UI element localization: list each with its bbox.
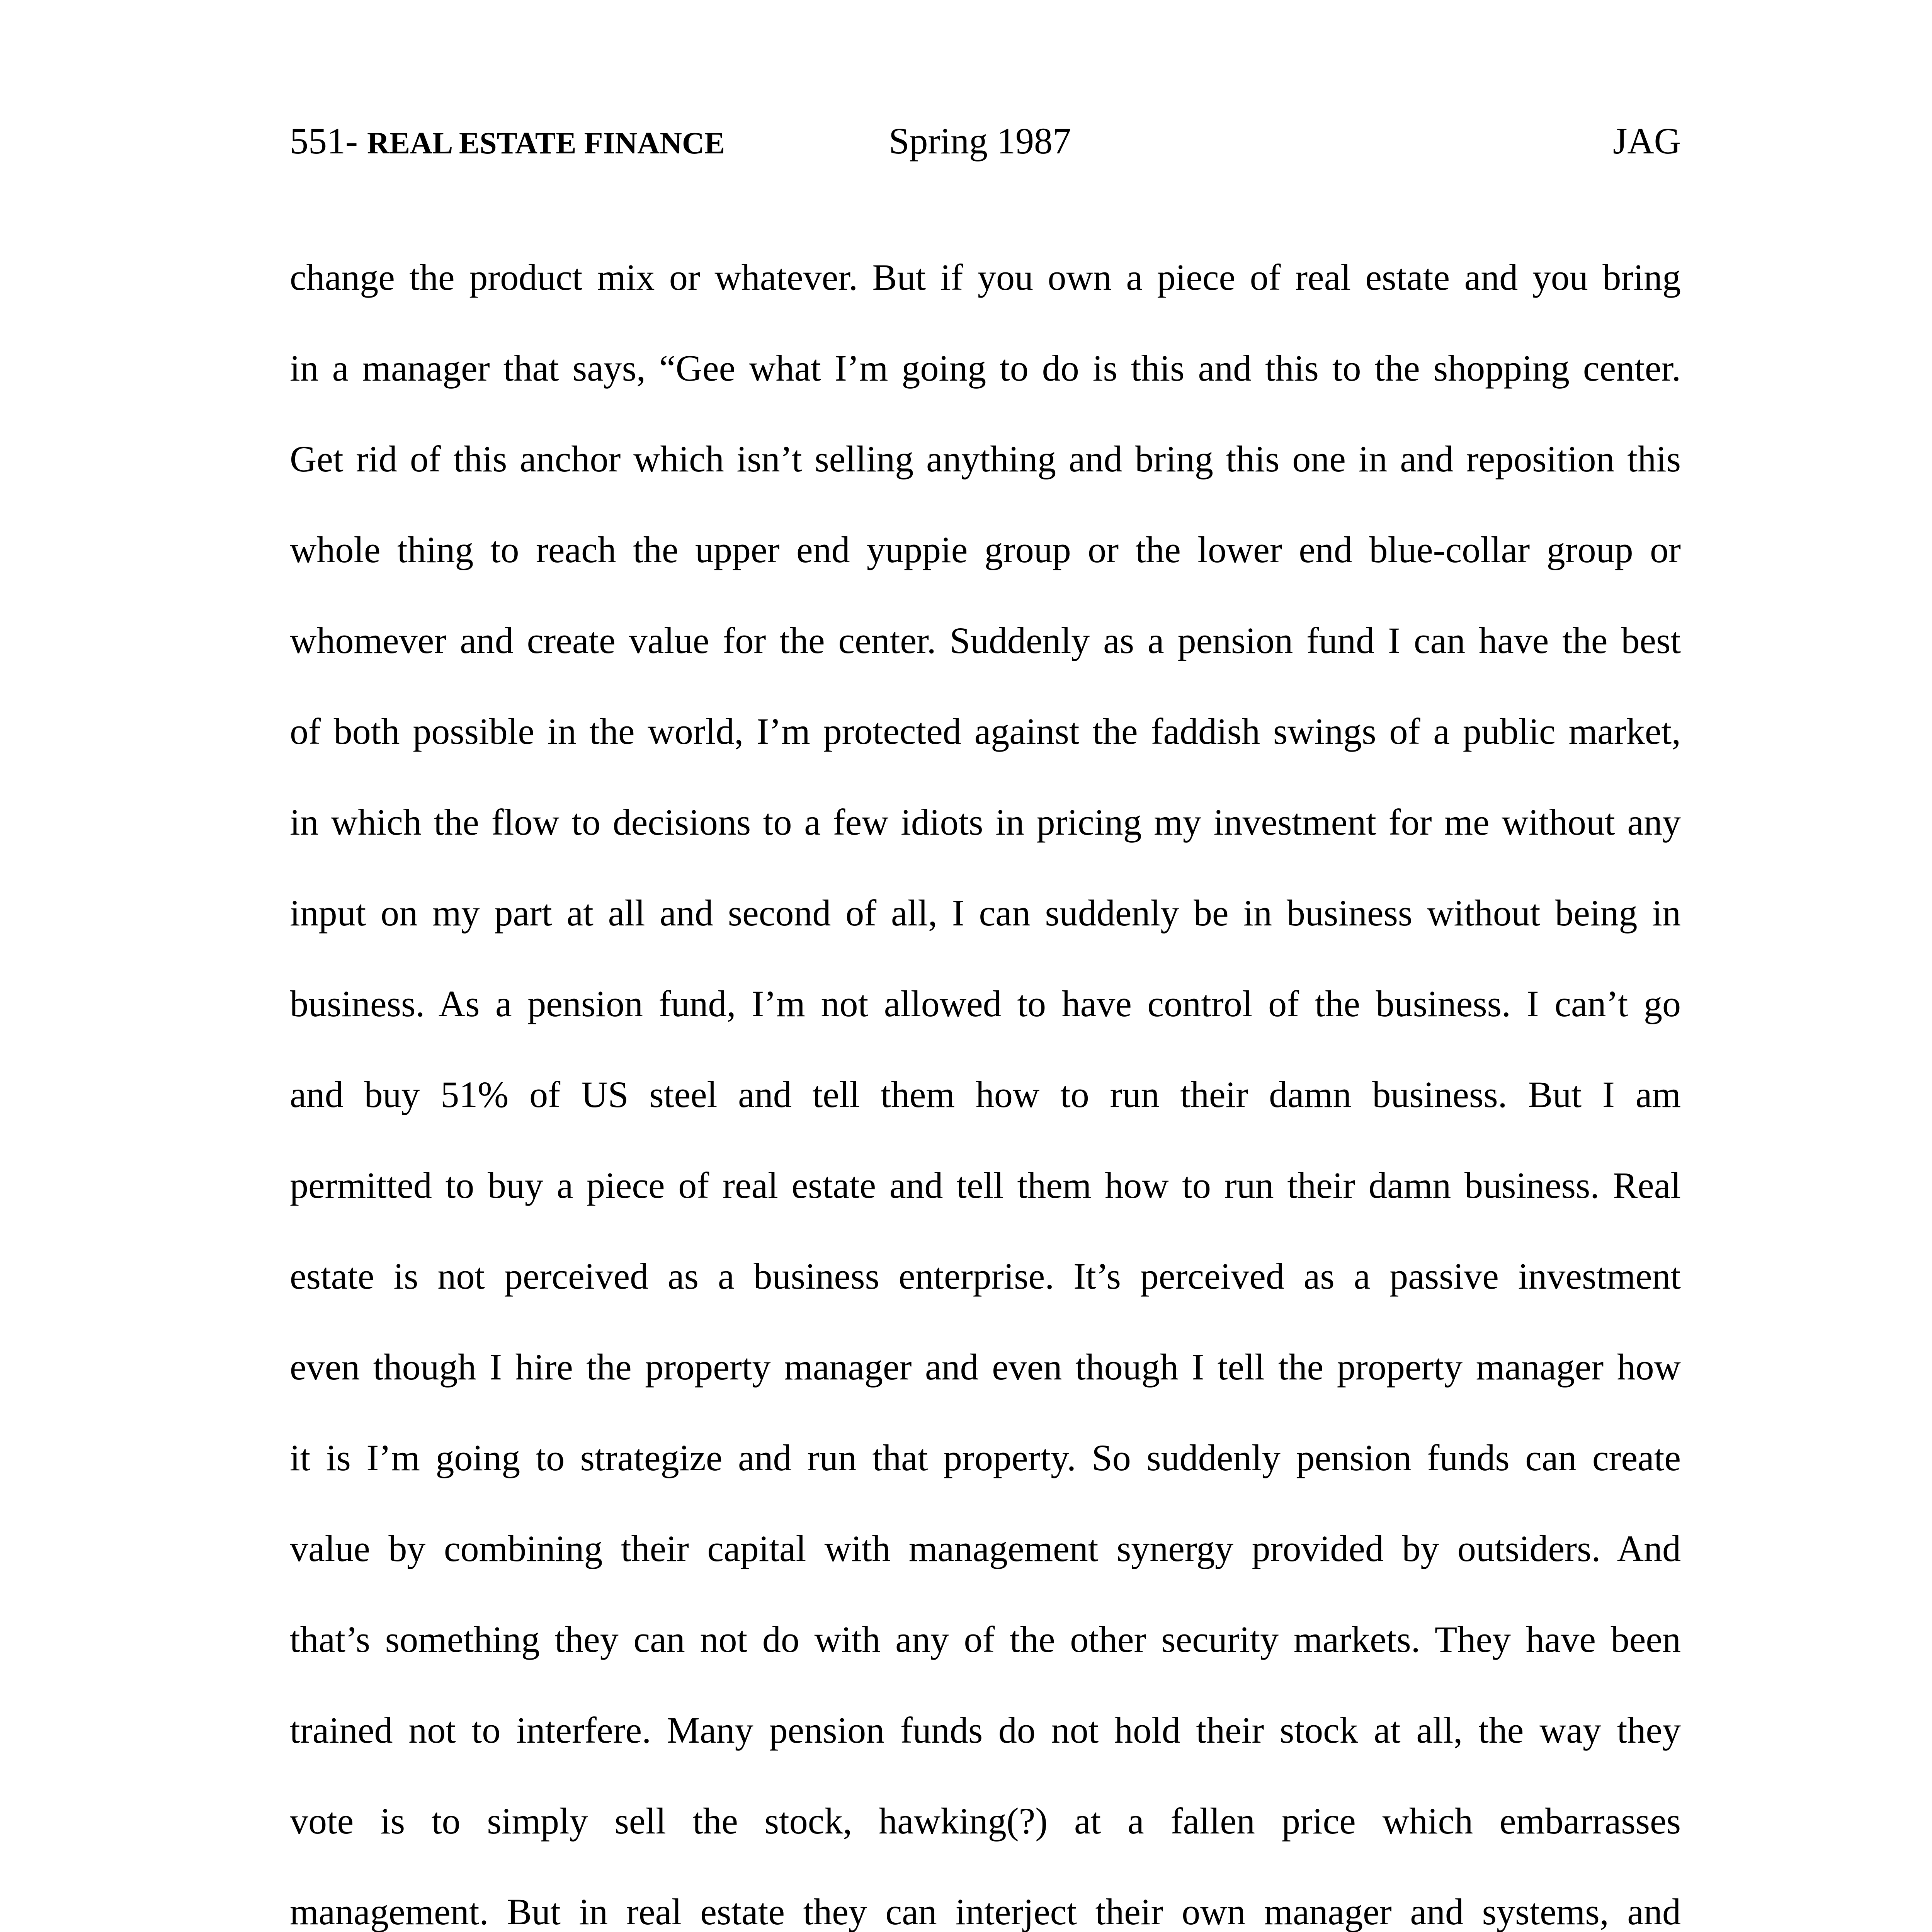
text-line: value by combining their capital with management synergy provided by outsiders. And bbox=[290, 1528, 1681, 1569]
text-line: Get rid of this anchor which isn’t selling anything and bring this one in and reposition this bbox=[290, 438, 1681, 480]
page-header bbox=[290, 116, 1681, 166]
course-heading bbox=[290, 116, 725, 168]
text-line: and buy 51% of US steel and tell them how to run their damn business. But I am bbox=[290, 1074, 1681, 1115]
transcript-body bbox=[290, 232, 1681, 1932]
text-line: trained not to interfere. Many pension funds do not hold their stock at all, the way they bbox=[290, 1709, 1681, 1751]
course-title: REAL ESTATE FINANCE bbox=[367, 126, 725, 160]
text-line: even though I hire the property manager and even though I tell the property manager how bbox=[290, 1346, 1681, 1388]
text-line: management. But in real estate they can interject their own manager and systems, and bbox=[290, 1891, 1681, 1932]
text-line: estate is not perceived as a business enterprise. It’s perceived as a passive investment bbox=[290, 1255, 1681, 1297]
text-line: in which the flow to decisions to a few idiots in pricing my investment for me without any bbox=[290, 801, 1681, 843]
course-number: 551- bbox=[290, 120, 367, 162]
paragraph-1 bbox=[290, 232, 1681, 1932]
author-initials: JAG bbox=[1612, 120, 1681, 162]
text-line: input on my part at all and second of all, I can suddenly be in business without being in bbox=[290, 892, 1681, 934]
text-line: permitted to buy a piece of real estate and tell them how to run their damn business. Real bbox=[290, 1165, 1681, 1206]
text-line: of both possible in the world, I’m protected against the faddish swings of a public market, bbox=[290, 711, 1681, 752]
text-line: it is I’m going to strategize and run that property. So suddenly pension funds can create bbox=[290, 1437, 1681, 1478]
text-line: whomever and create value for the center. Suddenly as a pension fund I can have the best bbox=[290, 620, 1681, 661]
term-label: Spring 1987 bbox=[889, 120, 1071, 162]
text-line: in a manager that says, “Gee what I’m going to do is this and this to the shopping center. bbox=[290, 347, 1681, 389]
text-line: vote is to simply sell the stock, hawking(?) at a fallen price which embarrasses bbox=[290, 1800, 1681, 1842]
text-line: that’s something they can not do with any of the other security markets. They have been bbox=[290, 1619, 1681, 1660]
text-line: whole thing to reach the upper end yuppie group or the lower end blue-collar group or bbox=[290, 529, 1681, 570]
text-line: business. As a pension fund, I’m not allowed to have control of the business. I can’t go bbox=[290, 983, 1681, 1024]
text-line: change the product mix or whatever. But if you own a piece of real estate and you bring bbox=[290, 257, 1681, 298]
